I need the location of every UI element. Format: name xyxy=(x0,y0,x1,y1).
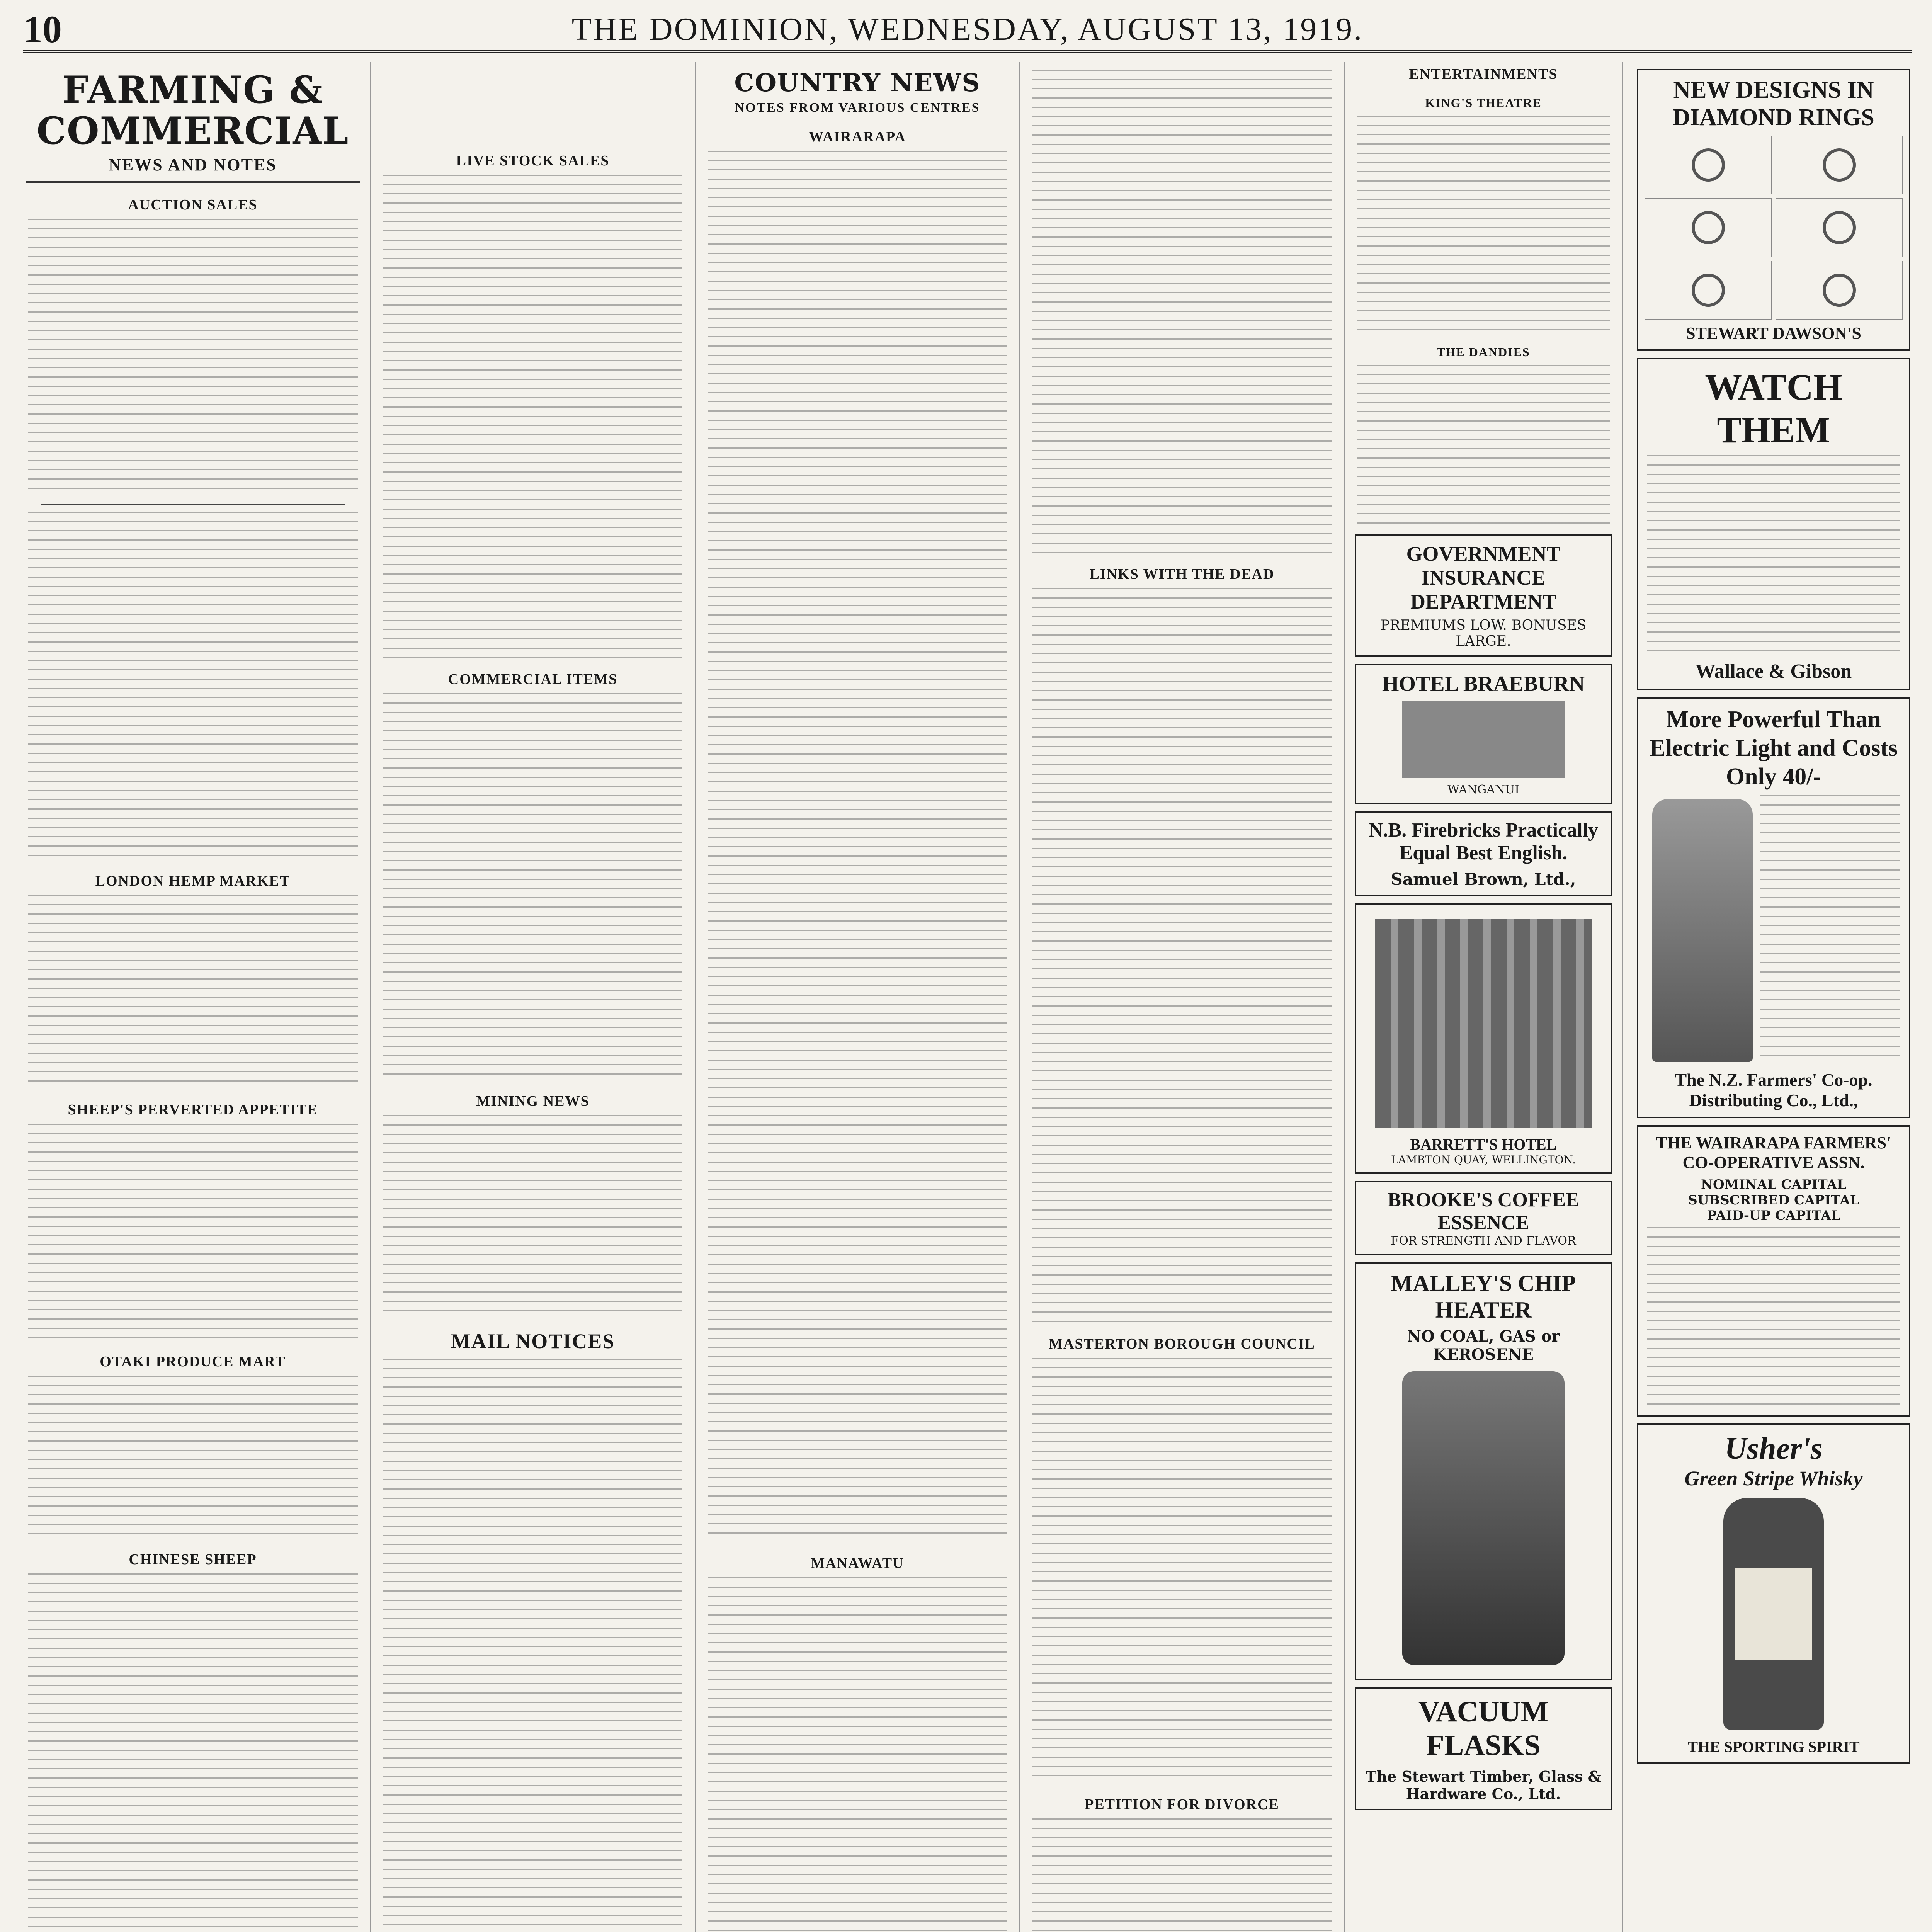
body-text xyxy=(28,1124,358,1340)
section-divorce: PETITION FOR DIVORCE xyxy=(1085,1796,1279,1813)
column-entertainments-business xyxy=(1345,62,1623,1932)
section-manawatu: MANAWATU xyxy=(811,1555,904,1572)
ad-wairarapa-farmers: THE WAIRARAPA FARMERS' CO-OPERATIVE ASSN. NOMINAL CAPITAL SUBSCRIBED CAPITAL PAID-UP CAPITAL xyxy=(1637,1125,1910,1417)
ad-malleys-heater: MALLEY'S CHIP HEATER NO COAL, GAS or KEROSENE xyxy=(1355,1262,1612,1680)
barretts-hotel-image xyxy=(1375,919,1592,1128)
body-text xyxy=(708,1577,1007,1932)
section-entertainments: ENTERTAINMENTS xyxy=(1409,66,1558,82)
ad-firebricks: N.B. Firebricks Practically Equal Best English. Samuel Brown, Ltd., xyxy=(1355,811,1612,896)
ring-image xyxy=(1645,261,1772,320)
body-text xyxy=(1032,588,1332,1322)
section-london-hemp: LONDON HEMP MARKET xyxy=(95,873,291,889)
whisky-bottle-image xyxy=(1723,1498,1824,1730)
ad-barretts-hotel: BARRETT'S HOTEL LAMBTON QUAY, WELLINGTON. xyxy=(1355,903,1612,1174)
section-chinese-sheep: CHINESE SHEEP xyxy=(129,1551,257,1568)
ring-image xyxy=(1776,136,1903,194)
body-text xyxy=(383,1359,682,1932)
section-auction-sales: AUCTION SALES xyxy=(128,197,258,213)
body-text xyxy=(1647,1227,1900,1405)
section-livestock: LIVE STOCK SALES xyxy=(456,153,610,169)
heater-image xyxy=(1402,1371,1565,1665)
ad-brookes-coffee: BROOKE'S COFFEE ESSENCE FOR STRENGTH AND FLAVOR xyxy=(1355,1181,1612,1255)
body-text xyxy=(28,512,358,859)
country-news-subheading: NOTES FROM VARIOUS CENTRES xyxy=(735,100,980,115)
body-text xyxy=(708,151,1007,1542)
column-country-news xyxy=(696,62,1020,1932)
column-entertainments xyxy=(1020,62,1345,1932)
section-commercial: COMMERCIAL ITEMS xyxy=(448,671,618,687)
farming-heading: FARMING & COMMERCIAL xyxy=(36,68,349,153)
section-mining: MINING NEWS xyxy=(476,1093,590,1109)
ad-vacuum-flasks: VACUUM FLASKS The Stewart Timber, Glass & Hardware Co., Ltd. xyxy=(1355,1687,1612,1810)
section-otaki: OTAKI PRODUCE MART xyxy=(100,1354,286,1370)
body-text xyxy=(1032,1818,1332,1932)
newspaper-title: THE DOMINION, WEDNESDAY, AUGUST 13, 1919. xyxy=(571,11,1364,47)
bottle-label xyxy=(1735,1568,1812,1660)
body-text xyxy=(28,1376,358,1538)
ring-image xyxy=(1776,198,1903,257)
body-text xyxy=(28,1573,358,1932)
lamp-image xyxy=(1652,799,1753,1062)
body-text xyxy=(1032,70,1332,553)
section-links-dead: LINKS WITH THE DEAD xyxy=(1089,566,1275,582)
section-kings-theatre: KING'S THEATRE xyxy=(1425,96,1542,110)
page-number: 10 xyxy=(23,7,62,51)
body-text xyxy=(1032,1358,1332,1783)
ad-hotel-braeburn: HOTEL BRAEBURN WANGANUI xyxy=(1355,664,1612,804)
column-farming xyxy=(15,62,371,1932)
body-text xyxy=(1760,795,1900,1058)
body-text xyxy=(28,895,358,1088)
body-text xyxy=(383,1115,682,1316)
ring-image xyxy=(1645,198,1772,257)
country-news-heading: COUNTRY NEWS xyxy=(734,68,981,97)
ad-lamp: More Powerful Than Electric Light and Costs Only 40/- The N.Z. Farmers' Co-op. Distributing Co., Ltd., xyxy=(1637,697,1910,1118)
farming-subheading: NEWS AND NOTES xyxy=(109,155,277,175)
section-mail: MAIL NOTICES xyxy=(451,1330,615,1353)
masthead xyxy=(23,8,1912,53)
body-text xyxy=(383,693,682,1080)
ad-usher-whisky: Usher's Green Stripe Whisky THE SPORTING SPIRIT xyxy=(1637,1423,1910,1764)
body-text xyxy=(383,175,682,658)
body-text xyxy=(28,219,358,497)
ring-image xyxy=(1645,136,1772,194)
body-text xyxy=(1357,116,1610,332)
hotel-image xyxy=(1402,701,1565,778)
section-wairarapa: WAIRARAPA xyxy=(809,129,906,145)
body-text xyxy=(1647,455,1900,656)
body-text xyxy=(1357,365,1610,527)
ring-image xyxy=(1776,261,1903,320)
ring-grid xyxy=(1645,136,1903,320)
ad-insurance: GOVERNMENT INSURANCE DEPARTMENT PREMIUMS LOW. BONUSES LARGE. xyxy=(1355,534,1612,657)
column-livestock xyxy=(371,62,696,1932)
section-sheeps-appetite: SHEEP'S PERVERTED APPETITE xyxy=(68,1102,318,1118)
section-masterton: MASTERTON BOROUGH COUNCIL xyxy=(1049,1336,1315,1352)
ad-watch-them: WATCH THEM Wallace & Gibson xyxy=(1637,358,1910,690)
section-dandies: THE DANDIES xyxy=(1437,345,1530,359)
column-advertisements xyxy=(1627,62,1920,1932)
ad-diamond-rings: NEW DESIGNS IN DIAMOND RINGS STEWART DAWSON'S xyxy=(1637,69,1910,351)
